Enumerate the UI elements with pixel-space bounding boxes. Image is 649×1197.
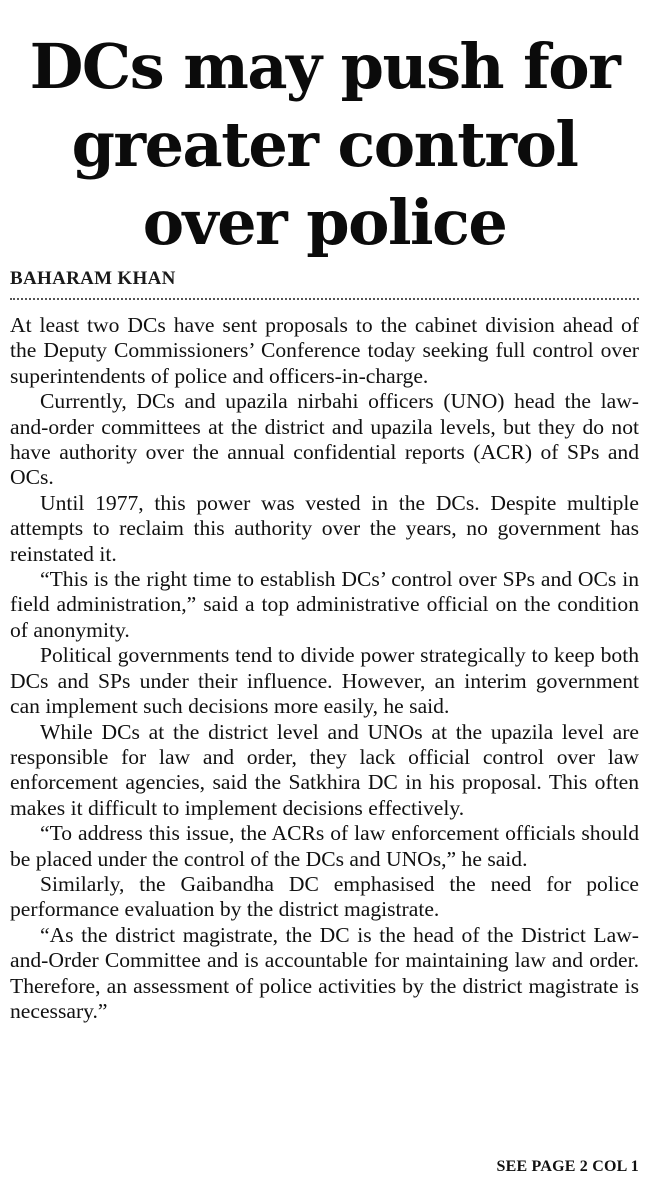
paragraph-7: “To address this issue, the ACRs of law enforcement officials should be placed under the control of the DCs and UNOs,” he said.: [10, 821, 639, 871]
paragraph-6: While DCs at the district level and UNOs at the upazila level are responsible for law and order, they lack official control over law enforcement agencies, said the Satkhira DC in his proposal. This often makes it difficult to implement decisions effectively.: [10, 719, 639, 820]
headline: [10, 0, 639, 262]
paragraph-2: Currently, DCs and upazila nirbahi officers (UNO) head the law-and-order committees at the district and upazila levels, but they do not have authority over the annual confidential reports (ACR) of SPs and OCs.: [10, 389, 639, 490]
paragraph-4: “This is the right time to establish DCs’ control over SPs and OCs in field administration,” said a top administrative official on the condition of anonymity.: [10, 567, 639, 642]
dotted-divider: [10, 298, 639, 300]
continued-jump-line: SEE PAGE 2 COL 1: [496, 1158, 639, 1175]
headline-line-1: DCs may push for: [29, 30, 620, 103]
paragraph-1: At least two DCs have sent proposals to the cabinet division ahead of the Deputy Commissioners’ Conference today seeking full control over superintendents of police and officers-in-charge.: [10, 313, 639, 388]
paragraph-8: Similarly, the Gaibandha DC emphasised the need for police performance evaluation by the district magistrate.: [10, 871, 639, 922]
headline-line-3: over police: [142, 186, 507, 259]
paragraph-3: Until 1977, this power was vested in the DCs. Despite multiple attempts to reclaim this authority over the years, no government has reinstated it.: [10, 490, 639, 566]
article-body: [10, 313, 639, 1024]
paragraph-5: Political governments tend to divide power strategically to keep both DCs and SPs under their influence. However, an interim government can implement such decisions more easily, he said.: [10, 643, 639, 719]
paragraph-9: “As the district magistrate, the DC is the head of the District Law-and-Order Committee and is accountable for maintaining law and order. Therefore, an assessment of police activities by the district magistrate is necessary.”: [10, 922, 639, 1023]
byline: BAHARAM KHAN: [10, 268, 176, 289]
headline-line-2: greater control: [71, 108, 578, 181]
news-article: [10, 0, 639, 1024]
